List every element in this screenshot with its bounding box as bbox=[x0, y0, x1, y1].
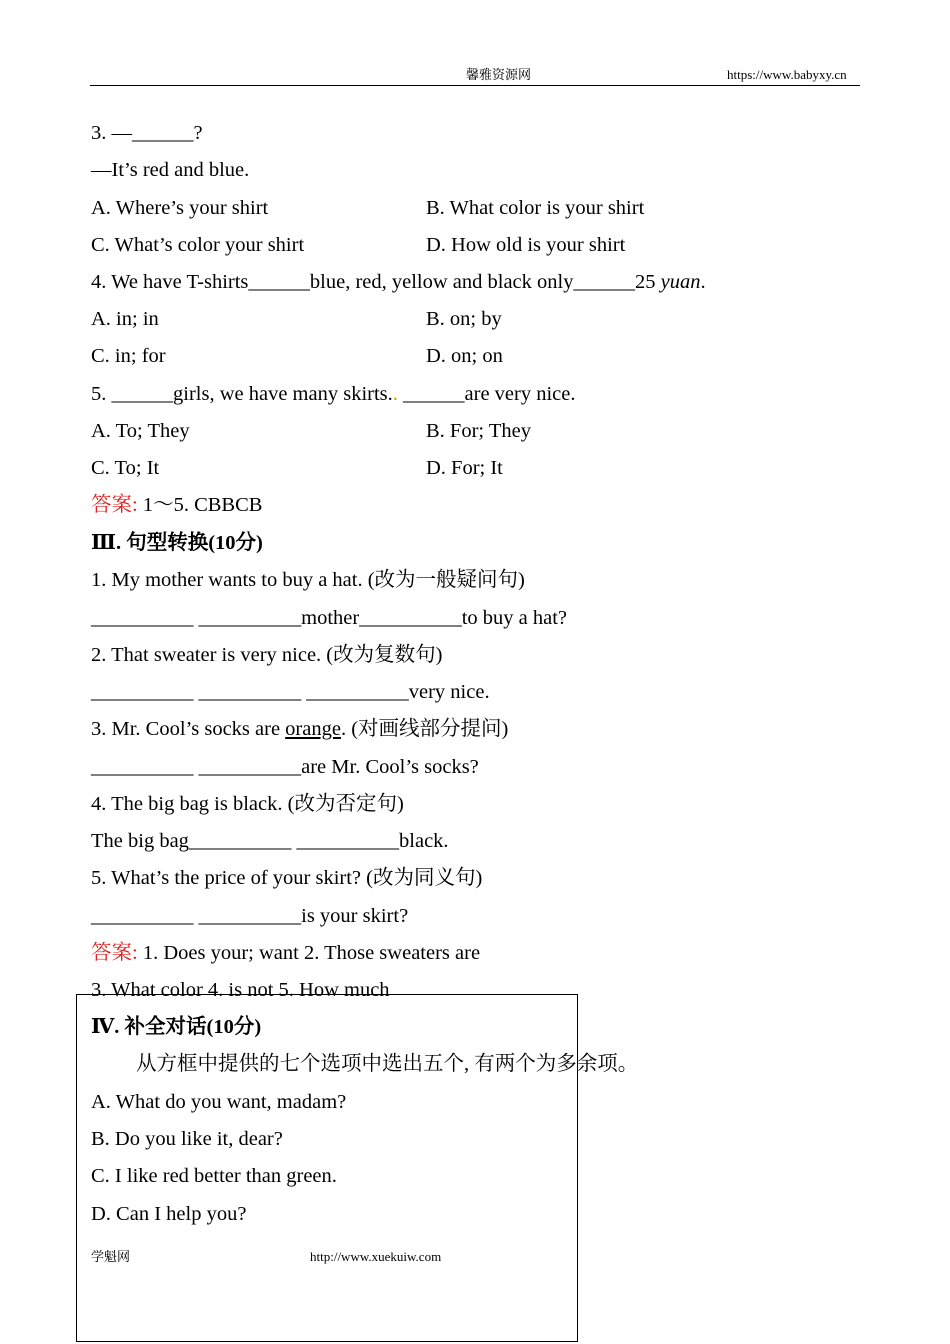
s3-q4-blanks: The big bag__________ __________black. bbox=[91, 830, 449, 852]
s4-option-a: A. What do you want, madam? bbox=[91, 1091, 347, 1113]
q5-stem-part2: ______are very nice. bbox=[397, 383, 576, 405]
s3-q3-underlined: orange bbox=[285, 718, 341, 740]
s3-q3-post: . (对画线部分提问) bbox=[340, 718, 509, 740]
section3-title: Ⅲ. 句型转换(10分) bbox=[91, 532, 263, 554]
stray-dot-mark: . bbox=[392, 383, 398, 405]
section3-answer-line2: 3. What color 4. is not 5. How much bbox=[91, 979, 390, 1001]
q4-stem-italic: yuan bbox=[660, 271, 701, 293]
s3-q2: 2. That sweater is very nice. (改为复数句) bbox=[91, 644, 443, 666]
s4-option-d: D. Can I help you? bbox=[91, 1203, 247, 1225]
s3-q1: 1. My mother wants to buy a hat. (改为一般疑问句) bbox=[91, 569, 525, 591]
q3-option-c: C. What’s color your shirt bbox=[91, 234, 305, 256]
answer-line1: 1. Does your; want 2. Those sweaters are bbox=[137, 942, 481, 964]
q3-stem: 3. —______? bbox=[91, 122, 203, 144]
section4-instruction: 从方框中提供的七个选项中选出五个, 有两个为多余项。 bbox=[136, 1053, 639, 1075]
q4-option-a: A. in; in bbox=[91, 308, 159, 330]
answer-label: 答案: bbox=[91, 494, 138, 516]
q3-option-a: A. Where’s your shirt bbox=[91, 197, 269, 219]
answer-text: 1～5. CBBCB bbox=[137, 494, 263, 516]
q4-stem bbox=[91, 268, 706, 296]
header-site-name: 馨雅资源网 bbox=[466, 67, 532, 82]
q5-option-a: A. To; They bbox=[91, 420, 190, 442]
q3-option-d: D. How old is your shirt bbox=[426, 234, 626, 256]
section4-title: Ⅳ. 补全对话(10分) bbox=[91, 1016, 262, 1038]
s3-q5-blanks: __________ __________is your skirt? bbox=[91, 905, 409, 927]
q4-stem-end: . bbox=[700, 271, 706, 293]
q5-option-c: C. To; It bbox=[91, 457, 160, 479]
q4-option-b: B. on; by bbox=[426, 308, 502, 330]
s3-q4: 4. The big bag is black. (改为否定句) bbox=[91, 793, 404, 815]
answer-label: 答案: bbox=[91, 942, 138, 964]
footer-url: http://www.xuekuiw.com bbox=[310, 1249, 442, 1264]
s4-option-c: C. I like red better than green. bbox=[91, 1165, 337, 1187]
q5-stem bbox=[91, 380, 575, 408]
section3-answer bbox=[91, 939, 480, 967]
q4-option-d: D. on; on bbox=[426, 345, 503, 367]
s3-q3-pre: 3. Mr. Cool’s socks are bbox=[91, 718, 286, 740]
q5-option-b: B. For; They bbox=[426, 420, 531, 442]
s3-q5: 5. What’s the price of your skirt? (改为同义句) bbox=[91, 867, 483, 889]
s3-q2-blanks: __________ __________ __________very nice. bbox=[91, 681, 490, 703]
s3-q3-blanks: __________ __________are Mr. Cool’s socks? bbox=[91, 756, 479, 778]
s3-q1-blanks: __________ __________mother__________to buy a hat? bbox=[91, 607, 568, 629]
q4-option-c: C. in; for bbox=[91, 345, 166, 367]
header-url: https://www.babyxy.cn bbox=[727, 67, 847, 82]
q5-option-d: D. For; It bbox=[426, 457, 503, 479]
s3-q3 bbox=[91, 715, 508, 743]
s4-option-b: B. Do you like it, dear? bbox=[91, 1128, 283, 1150]
q5-stem-part1: 5. ______girls, we have many skirts. bbox=[91, 383, 393, 405]
section2-answer bbox=[91, 491, 262, 519]
header-divider bbox=[90, 85, 860, 86]
footer-site-name: 学魁网 bbox=[91, 1249, 131, 1264]
q3-reply: —It’s red and blue. bbox=[91, 159, 250, 181]
q3-option-b: B. What color is your shirt bbox=[426, 197, 645, 219]
q4-stem-text: 4. We have T-shirts______blue, red, yellow and black only______25 bbox=[91, 271, 661, 293]
